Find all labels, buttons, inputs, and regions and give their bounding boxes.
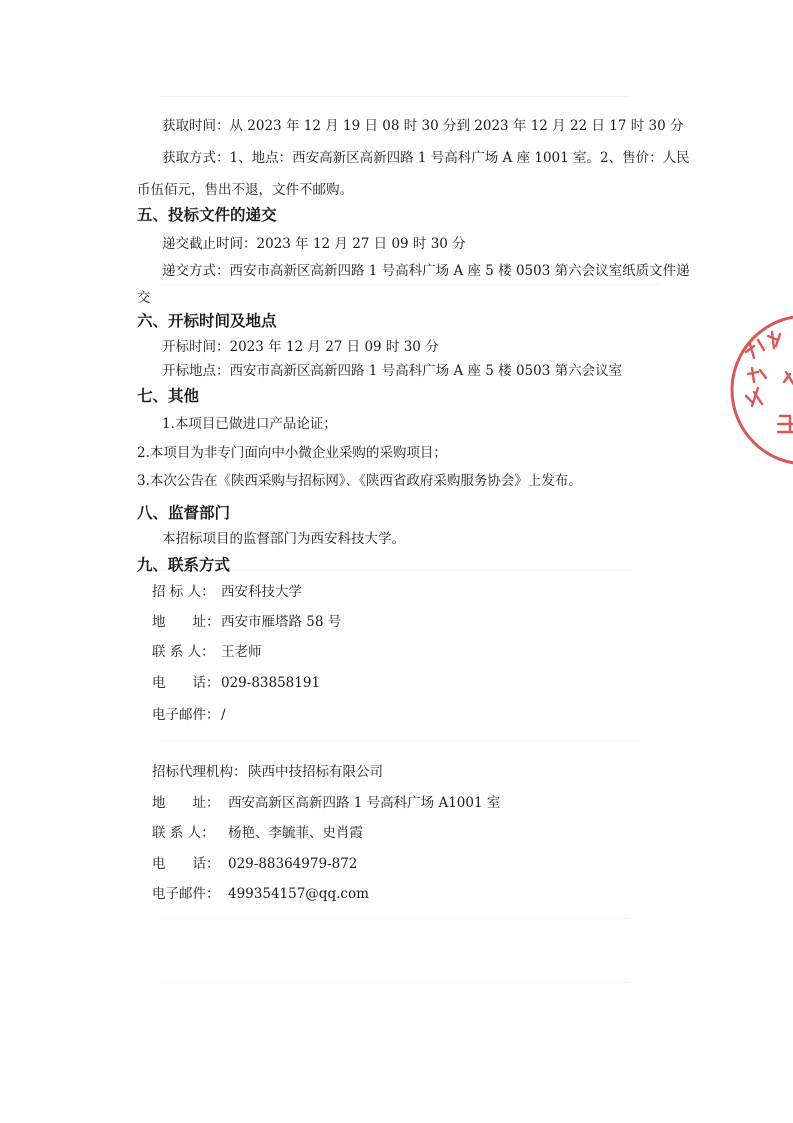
section-heading-opening: 六、开标时间及地点 — [137, 311, 277, 330]
section-heading-supervision: 八、监督部门 — [137, 503, 231, 522]
supervision-text: 本招标项目的监督部门为西安科技大学。 — [162, 531, 405, 547]
buyer-name-value: 西安科技大学 — [221, 584, 302, 600]
buyer-address-label: 地 址： — [152, 614, 220, 630]
buyer-name-label: 招 标 人： — [152, 584, 215, 600]
bleed-through-line — [160, 982, 630, 983]
agency-person-value: 杨艳、李毓菲、史肖霞 — [228, 825, 363, 841]
agency-email-value: 499354157@qq.com — [228, 886, 369, 902]
buyer-person-value: 王老师 — [221, 644, 262, 660]
agency-address-value: 西安高新区高新四路 1 号高科广场 A1001 室 — [228, 795, 501, 811]
agency-phone-label: 电 话： — [152, 856, 220, 872]
acquisition-method-line2: 币伍佰元，售出不退，文件不邮购。 — [137, 182, 353, 198]
section-heading-other: 七、其他 — [137, 386, 200, 405]
bleed-through-line — [160, 570, 630, 571]
acquisition-method-line1: 获取方式：1、地点：西安高新区高新四路 1 号高科广场 A 座 1001 室。2、售价：人民 — [162, 150, 690, 166]
agency-address-label: 地 址： — [152, 795, 220, 811]
agency-phone-value: 029-88364979-872 — [228, 856, 358, 872]
other-item: 1.本项目已做进口产品论证； — [162, 416, 337, 432]
submission-deadline: 递交截止时间：2023 年 12 月 27 日 09 时 30 分 — [162, 236, 466, 252]
agency-email-label: 电子邮件： — [152, 886, 220, 902]
agency-person-label: 联 系 人： — [152, 825, 215, 841]
red-seal-stamp — [728, 312, 793, 472]
agency-name-value: 陕西中技招标有限公司 — [248, 764, 383, 780]
bleed-through-line — [160, 96, 630, 97]
submission-method-line2: 交 — [137, 290, 151, 306]
bleed-through-line — [160, 740, 640, 741]
section-heading-submission: 五、投标文件的递交 — [137, 205, 277, 224]
buyer-address-value: 西安市雁塔路 58 号 — [221, 614, 342, 630]
buyer-phone-label: 电 话： — [152, 675, 220, 691]
opening-time: 开标时间：2023 年 12 月 27 日 09 时 30 分 — [162, 339, 439, 355]
acquisition-time: 获取时间：从 2023 年 12 月 19 日 08 时 30 分到 2023 年 12 月 22 日 17 时 30 分 — [162, 118, 684, 134]
opening-place: 开标地点：西安市高新区高新四路 1 号高科广场 A 座 5 楼 0503 第六会议室 — [162, 363, 623, 379]
other-item: 2.本项目为非专门面向中小微企业采购的采购项目； — [137, 445, 447, 461]
buyer-email-label: 电子邮件： — [152, 707, 220, 723]
other-item: 3.本次公告在《陕西采购与招标网》、《陕西省政府采购服务协会》上发布。 — [137, 473, 582, 489]
buyer-phone-value: 029-83858191 — [221, 675, 321, 691]
agency-name-label: 招标代理机构： — [152, 764, 247, 780]
submission-method-line1: 递交方式：西安市高新区高新四路 1 号高科广场 A 座 5 楼 0503 第六会议室纸质文件递 — [162, 263, 690, 279]
bleed-through-line — [160, 284, 660, 285]
section-heading-contact: 九、联系方式 — [137, 555, 231, 574]
buyer-email-value: / — [221, 707, 226, 723]
buyer-person-label: 联 系 人： — [152, 644, 215, 660]
bleed-through-line — [160, 918, 630, 919]
